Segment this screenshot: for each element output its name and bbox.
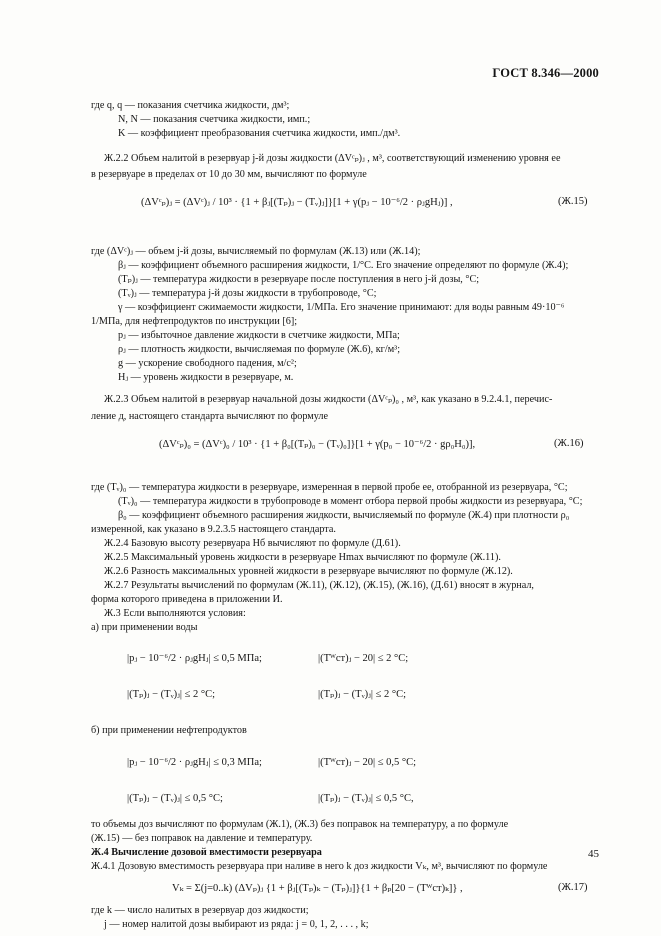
text-line: формa которого приведена в приложении И. [91, 594, 283, 605]
text-line: Ж.2.3 Объем налитой в резервуар начальной дозы жидкости (ΔVᶜₚ)₀ , м³, как указано в 9.2.4.1, перечис- [104, 394, 553, 405]
text-line: Ж.2.2 Объем налитой в резервуар j-й дозы жидкости (ΔVᶜₚ)ⱼ , м³, соответствующий изменению уровня ее [104, 153, 561, 164]
condition-water-temp-diff: |(Tₚ)ⱼ − (Tᵥ)ⱼ| ≤ 2 °С; [127, 689, 216, 700]
text-line: где k — число налитых в резервуар доз жидкости; [91, 905, 309, 916]
text-line: Ж.2.7 Результаты вычислений по формулам (Ж.11), (Ж.12), (Ж.15), (Ж.16), (Д.61) вносят в журнал, [104, 580, 534, 591]
text-line: (Tᵥ)₀ — температура жидкости в трубопроводе в момент отбора первой пробы жидкости из резервуара, °С; [118, 496, 583, 507]
text-line: а) при применении воды [91, 622, 198, 633]
text-line: (Tᵥ)ⱼ — температура j-й дозы жидкости в трубопроводе, °С; [118, 288, 377, 299]
text-line: измеренной, как указано в 9.2.3.5 настоящего стандарта. [91, 524, 336, 535]
text-line: Ж.2.6 Разность максимальных уровней жидкости в резервуаре вычисляют по формуле (Ж.12). [104, 566, 513, 577]
text-line: в резервуаре в пределах от 10 до 30 мм, вычисляют по формуле [91, 169, 367, 180]
text-line: (Ж.15) — без поправок на давление и температуру. [91, 833, 313, 844]
text-line: (Tₚ)ⱼ — температура жидкости в резервуаре после поступления в него j-й дозы, °С; [118, 274, 480, 285]
page-number: 45 [588, 848, 599, 860]
text-line: ρⱼ — плотность жидкости, вычисляемая по формуле (Ж.6), кг/м³; [118, 344, 401, 355]
condition-oil-temp-wall: |(Tᵂст)ⱼ − 20| ≤ 0,5 °С; [318, 757, 417, 768]
text-line: Hⱼ — уровень жидкости в резервуаре, м. [118, 372, 294, 383]
standard-header: ГОСТ 8.346—2000 [492, 66, 599, 80]
text-line: то объемы доз вычисляют по формулам (Ж.1), (Ж.3) без поправок на температуру, а по формуле [91, 819, 509, 830]
text-line: Ж.4.1 Дозовую вместимость резервуара при наливе в него k доз жидкости Vₖ, м³, вычисляют по формуле [91, 861, 548, 872]
section-heading: Ж.4 Вычисление дозовой вместимости резервуара [91, 847, 322, 858]
equation-number: (Ж.16) [554, 438, 584, 449]
text-line: 1/МПа, для нефтепродуктов по инструкции [6]; [91, 316, 298, 327]
text-line: j — номер налитой дозы выбирают из ряда: j = 0, 1, 2, . . . , k; [104, 919, 369, 930]
condition-oil-pressure: |pⱼ − 10⁻⁶/2 · ρⱼgHⱼ| ≤ 0,3 МПа; [127, 757, 262, 768]
formula-zh15: (ΔVᶜₚ)ⱼ = (ΔVᶜ)ⱼ / 10³ · {1 + βⱼ[(Tₚ)ⱼ − (Tᵥ)ⱼ]}[1 + γ(pⱼ − 10⁻⁶/2 · ρⱼgHⱼ)] , [141, 197, 453, 208]
text-line: Ж.2.4 Базовую высоту резервуара Hб вычисляют по формуле (Д.61). [104, 538, 401, 549]
text-line: где (Tᵥ)₀ — температура жидкости в резервуаре, измеренная в первой пробе ее, отобранной из резервуара, °С; [91, 482, 568, 493]
text-line: где (ΔVᶜ)ⱼ — объем j-й дозы, вычисляемый по формулам (Ж.13) или (Ж.14); [91, 246, 421, 257]
text-line: γ — коэффициент сжимаемости жидкости, 1/МПа. Его значение принимают: для воды равным 49·10⁻⁶ [118, 302, 565, 313]
text-line: β₀ — коэффициент объемного расширения жидкости, вычисляемый по формуле (Ж.4) при плотности ρ₀ [118, 510, 570, 521]
condition-water-pressure: |pⱼ − 10⁻⁶/2 · ρⱼgHⱼ| ≤ 0,5 МПа; [127, 653, 262, 664]
text-line: где q, q — показания счетчика жидкости, дм³; [91, 100, 290, 111]
text-line: g — ускорение свободного падения, м/с²; [118, 358, 297, 369]
text-line: ление д, настоящего стандарта вычисляют по формуле [91, 411, 328, 422]
formula-zh17: Vₖ = Σ(j=0..k) (ΔVₚ)ⱼ {1 + βⱼ[(Tₚ)ₖ − (Tₚ)ⱼ]}{1 + βₚ[20 − (Tᵂст)ₖ]} , [172, 883, 463, 894]
text-line: Ж.3 Если выполняются условия: [104, 608, 246, 619]
text-line: Ж.2.5 Максимальный уровень жидкости в резервуаре Hmax вычисляют по формуле (Ж.11). [104, 552, 501, 563]
condition-water-temp-diff-2: |(Tₚ)ⱼ − (Tᵥ)ⱼ| ≤ 2 °С; [318, 689, 407, 700]
equation-number: (Ж.17) [558, 882, 588, 893]
text-line: βⱼ — коэффициент объемного расширения жидкости, 1/°С. Его значение определяют по формуле (Ж.4); [118, 260, 569, 271]
equation-number: (Ж.15) [558, 196, 588, 207]
text-line: pⱼ — избыточное давление жидкости в счетчике жидкости, МПа; [118, 330, 400, 341]
condition-oil-temp-diff: |(Tₚ)ⱼ − (Tᵥ)ⱼ| ≤ 0,5 °С; [127, 793, 223, 804]
condition-water-temp-wall: |(Tᵂст)ⱼ − 20| ≤ 2 °С; [318, 653, 409, 664]
text-line: N, N — показания счетчика жидкости, имп.; [118, 114, 311, 125]
condition-oil-temp-diff-2: |(Tₚ)ⱼ − (Tᵥ)ⱼ| ≤ 0,5 °С, [318, 793, 414, 804]
text-line: K — коэффициент преобразования счетчика жидкости, имп./дм³. [118, 128, 401, 139]
formula-zh16: (ΔVᶜₚ)₀ = (ΔVᶜ)₀ / 10³ · {1 + β₀[(Tₚ)₀ − (Tᵥ)₀]}[1 + γ(p₀ − 10⁻⁶/2 · gρ₀H₀)], [159, 439, 476, 450]
text-line: б) при применении нефтепродуктов [91, 725, 247, 736]
